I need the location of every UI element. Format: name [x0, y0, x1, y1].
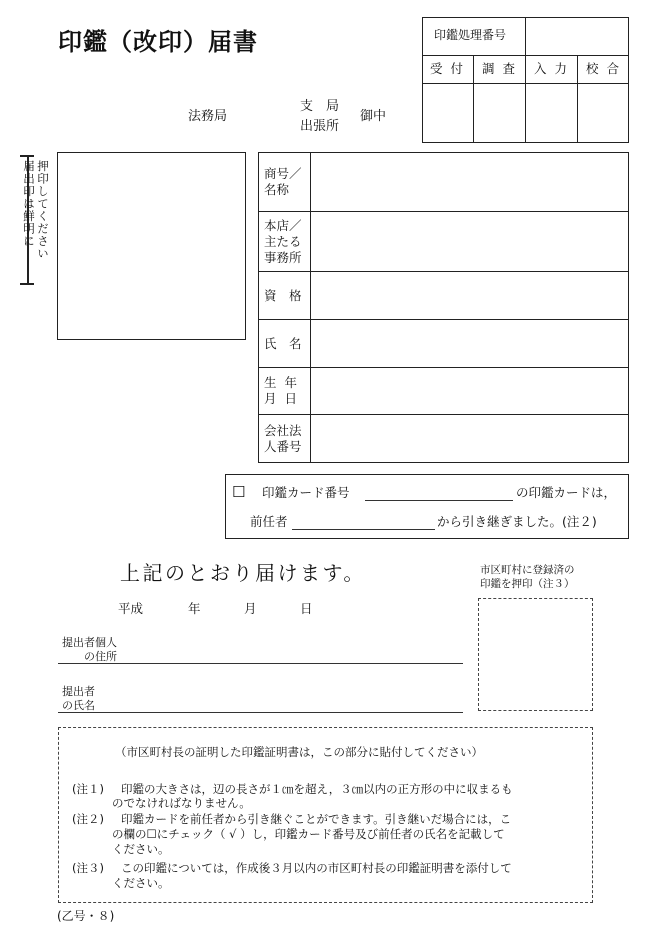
houmukyoku-label: 法務局 — [188, 109, 228, 124]
field-label-seinengappi: 生 年 月 日 — [264, 375, 297, 406]
shucchojo-label: 出張所 — [300, 119, 340, 134]
note-3-line-2: ください。 — [112, 876, 170, 890]
processing-col-chousa: 調 査 — [482, 61, 517, 76]
seal-impression-box[interactable] — [57, 152, 246, 340]
processing-col-kougou: 校 合 — [586, 61, 621, 76]
note-3-tag: (注３) — [72, 861, 104, 875]
processing-number-header: 印鑑処理番号 — [434, 28, 507, 42]
field-label-shikaku: 資 格 — [264, 288, 302, 303]
field-input-shimei[interactable] — [313, 322, 625, 365]
note-1-line-1: 印鑑の大きさは，辺の長さが１㎝を超え，３㎝以内の正方形の中に収まるも — [121, 782, 513, 796]
date-day: 日 — [300, 601, 313, 616]
onchu-label: 御中 — [360, 109, 387, 124]
field-label-honten: 本店／ 主たる 事務所 — [264, 218, 302, 265]
seal-side-label-left: 届出印は鮮明に — [22, 160, 36, 248]
declaration-text: 上記のとおり届けます。 — [120, 561, 366, 585]
field-label-shougou: 商号／ 名称 — [264, 166, 302, 197]
note-2-line-2: の欄の☐にチェック（ √ ）し，印鑑カード番号及び前任者の氏名を記載して — [112, 827, 505, 841]
field-input-houjinbangou[interactable] — [313, 417, 625, 461]
page-title: 印鑑（改印）届書 — [58, 28, 258, 56]
field-input-shougou[interactable] — [313, 155, 625, 209]
shikyoku-label: 支 局 — [300, 99, 340, 114]
predecessor-label: 前任者 — [250, 514, 288, 529]
field-label-houjinbangou: 会社法 人番号 — [264, 423, 302, 454]
date-year: 年 — [188, 601, 201, 616]
field-label-shimei: 氏 名 — [264, 336, 302, 351]
field-input-shikaku[interactable] — [313, 274, 625, 317]
submitter-name-input[interactable] — [58, 712, 463, 713]
submitter-address-input[interactable] — [58, 663, 463, 664]
note-3-line-1: この印鑑については，作成後３月以内の市区町村長の印鑑証明書を添付して — [121, 861, 512, 875]
date-era: 平成 — [118, 601, 144, 616]
field-input-honten[interactable] — [313, 214, 625, 269]
submitter-address-label-2: の住所 — [84, 650, 117, 663]
predecessor-suffix: から引き継ぎました。(注２) — [437, 514, 597, 529]
submitter-address-label-1: 提出者個人 — [62, 636, 117, 649]
processing-col-nyuryoku: 入 力 — [534, 61, 569, 76]
submitter-name-label-2: の氏名 — [62, 699, 95, 712]
seal-side-label-right: 押印してください — [36, 160, 50, 260]
registered-seal-box[interactable] — [478, 598, 593, 711]
card-number-label: 印鑑カード番号 — [262, 485, 350, 500]
form-number: (乙号・８) — [57, 909, 115, 923]
registered-seal-caption-2: 印鑑を押印（注３） — [480, 578, 575, 590]
predecessor-name-input[interactable] — [292, 529, 435, 530]
field-input-seinengappi[interactable] — [313, 370, 625, 412]
processing-col-uketsuke: 受 付 — [430, 61, 465, 76]
note-2-line-3: ください。 — [112, 842, 170, 856]
card-checkbox[interactable]: ☐ — [232, 483, 246, 501]
submitter-name-label-1: 提出者 — [62, 685, 95, 698]
registered-seal-caption-1: 市区町村に登録済の — [480, 564, 575, 576]
certificate-header: （市区町村長の証明した印鑑証明書は，この部分に貼付してください） — [115, 745, 483, 759]
card-number-suffix: の印鑑カードは， — [516, 485, 617, 500]
date-month: 月 — [244, 601, 257, 616]
note-2-line-1: 印鑑カードを前任者から引き継ぐことができます。引き継いだ場合には，こ — [121, 812, 512, 826]
note-1-tag: (注１) — [72, 782, 104, 796]
note-2-tag: (注２) — [72, 812, 104, 826]
card-number-input[interactable] — [365, 500, 513, 501]
note-1-line-2: のでなければなりません。 — [112, 796, 251, 810]
